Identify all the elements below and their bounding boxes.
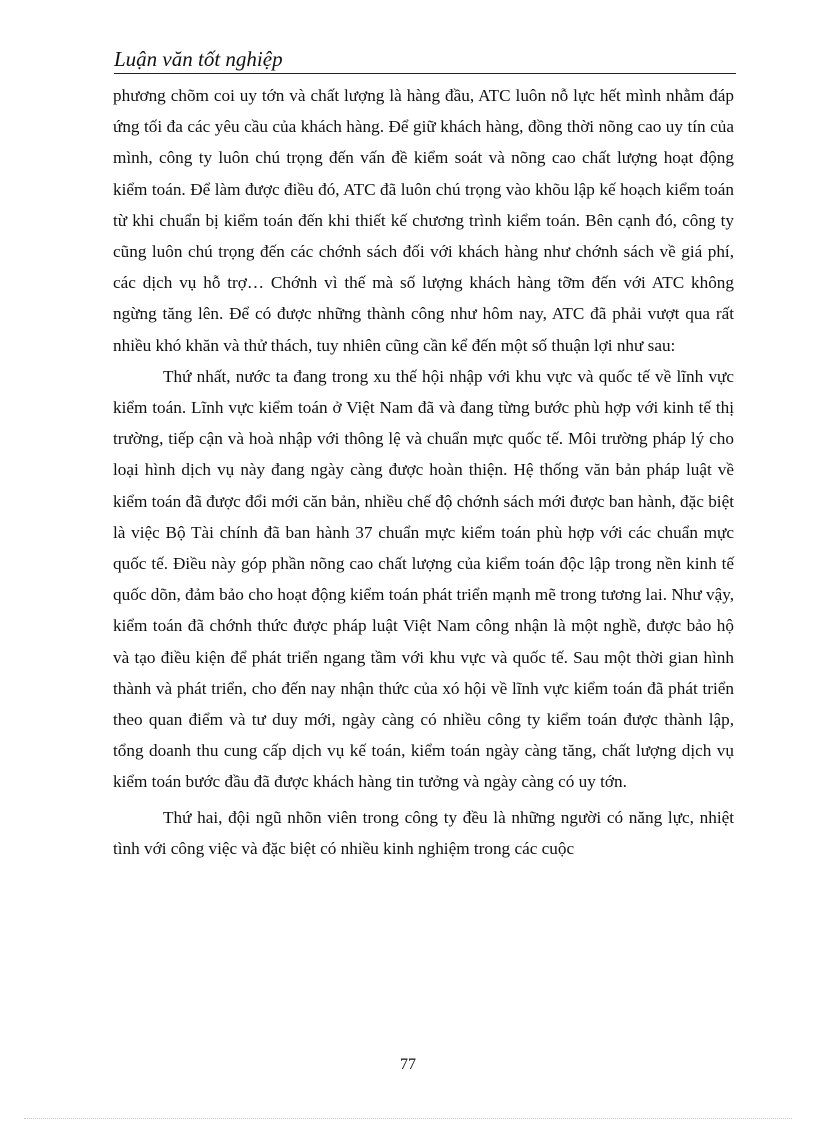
page-number: 77 — [400, 1056, 416, 1073]
page-header — [114, 46, 736, 74]
paragraph-second-advantage: Thứ hai, đội ngũ nhõn viên trong công ty đều là những người có năng lực, nhiệt tình với công việc và đặc biệt có nhiều kinh nghiệm trong các cuộc — [113, 807, 734, 858]
header-title: Luận văn tốt nghiệp — [114, 47, 283, 71]
paragraph-first-advantage: Thứ nhất, nước ta đang trong xu thế hội nhập với khu vực và quốc tế về lĩnh vực kiểm toán. Lĩnh vực kiểm toán ở Việt Nam đã và đang từng bước phù hợp với kinh tế thị trường, tiếp cận và hoà nhập với thông lệ và chuẩn mực quốc tế. Môi trường pháp lý cho loại hình dịch vụ này đang ngày càng được hoàn thiện. Hệ thống văn bản pháp luật về kiểm toán đã được đổi mới căn bản, nhiều chế độ chớnh sách mới được ban hành, đặc biệt là việc Bộ Tài chính đã ban hành 37 chuẩn mực kiểm toán phù hợp với các chuẩn mực quốc tế. Điều này góp phần nõng cao chất lượng của kiểm toán độc lập trong nền kinh tế quốc dõn, đảm bảo cho hoạt động kiểm toán phát triển mạnh mẽ trong tương lai. Như vậy, kiểm toán đã chớnh thức được pháp luật Việt Nam công nhận là một nghề, được bảo hộ và tạo điều kiện để phát triển ngang tầm với khu vực và quốc tế. Sau một thời gian hình thành và phát triển, cho đến nay nhận thức của xó hội về lĩnh vực kiểm toán đã phát triển theo quan điểm và tư duy mới, ngày càng có nhiều công ty kiểm toán được thành lập, tổng doanh thu cung cấp dịch vụ kế toán, kiểm toán ngày càng tăng, chất lượng dịch vụ kiểm toán bước đầu đã được khách hàng tin tưởng và ngày càng có uy tớn. — [113, 366, 734, 792]
paragraph-continued: phương chõm coi uy tớn và chất lượng là hàng đầu, ATC luôn nỗ lực hết mình nhằm đáp ứng tối đa các yêu cầu của khách hàng. Để giữ khách hàng, đồng thời nõng cao uy tín của mình, công ty luôn chú trọng đến vấn đề kiểm soát và nõng cao chất lượng hoạt động kiểm toán. Để làm được điều đó, ATC đã luôn chú trọng vào khõu lập kế hoạch kiểm toán từ khi chuẩn bị kiểm toán đến khi thiết kế chương trình kiểm toán. Bên cạnh đó, công ty cũng luôn chú trọng đến các chớnh sách đối với khách hàng như chớnh sách về giá phí, các dịch vụ hỗ trợ… Chớnh vì thế mà số lượng khách hàng tỡm đến với ATC không ngừng tăng lên. Để có được những thành công như hôm nay, ATC đã phải vượt qua rất nhiều khó khăn và thử thách, tuy nhiên cũng cần kể đến một số thuận lợi như sau: — [113, 86, 734, 355]
page-bottom-divider — [24, 1118, 792, 1119]
body-text — [113, 80, 734, 864]
